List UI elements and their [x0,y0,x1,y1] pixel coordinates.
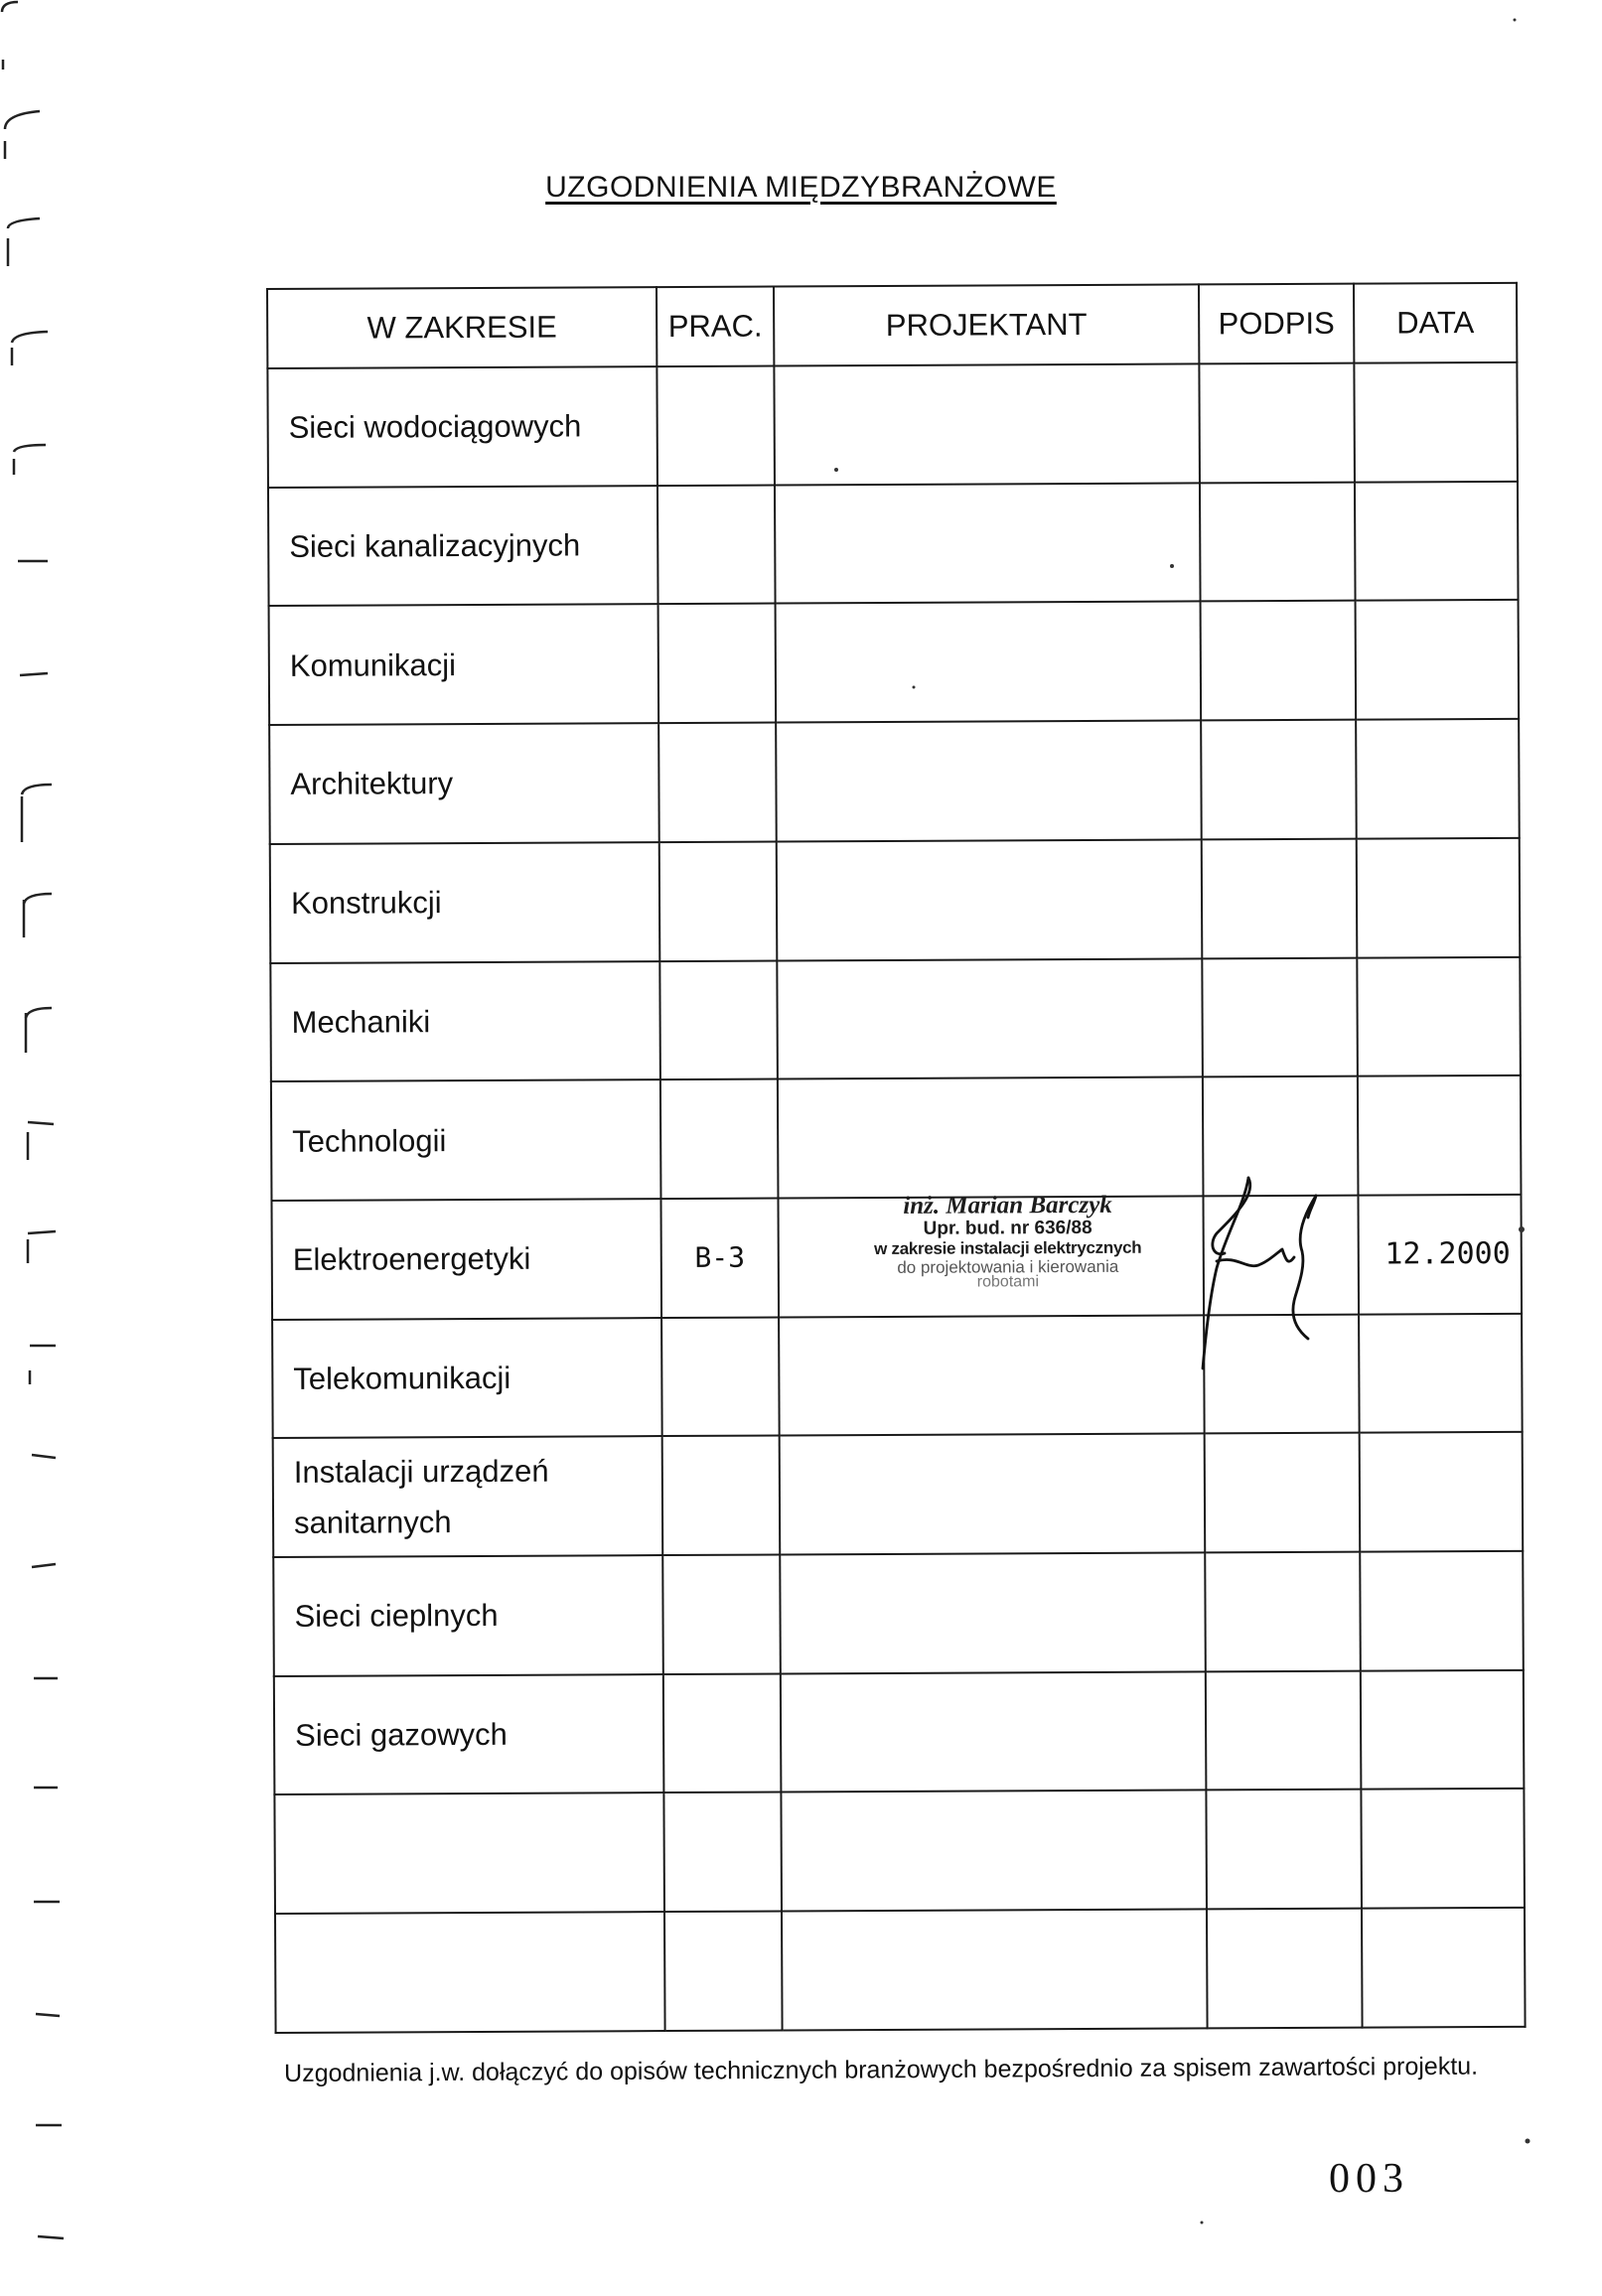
table-row [275,1908,1526,2033]
row-signature [1199,363,1355,483]
row-scope: Sieci wodociągowych [267,366,657,488]
row-scope: Mechaniki [270,961,660,1082]
row-scope: Konstrukcji [270,842,660,963]
row-designer [782,1910,1208,2031]
header-scope: W ZAKRESIE [267,287,656,368]
row-scope: Technologii [271,1079,661,1201]
row-signature [1203,1196,1359,1315]
row-prac [663,1793,782,1912]
header-signature: PODPIS [1199,284,1354,364]
page-number: 003 [1329,2156,1409,2202]
stamp-scope: w zakresie instalacji elektrycznych [874,1238,1142,1259]
row-date [1356,719,1520,839]
row-signature [1200,482,1356,601]
row-date [1357,838,1521,958]
row-scope: Instalacji urządzeń sanitarnych [273,1436,663,1557]
table-row [267,362,1518,488]
row-designer [781,1791,1207,1912]
table-row [274,1670,1525,1795]
row-date [1358,1076,1522,1196]
row-scope: Sieci cieplnych [273,1555,663,1676]
footnote-text: Uzgodnienia j.w. dołączyć do opisów technicznych branżowych bezpośrednio za spisem zawartości projektu. [284,2052,1479,2087]
page-title: UZGODNIENIA MIĘDZYBRANŻOWE [545,171,1057,204]
row-date [1356,600,1520,720]
row-prac [662,1436,781,1555]
header-prac: PRAC. [656,287,774,367]
table-row [271,1195,1522,1320]
row-prac [658,604,777,723]
row-scope: Sieci gazowych [274,1674,664,1795]
row-signature [1201,720,1357,839]
row-date [1361,1670,1525,1791]
table-row [270,838,1521,963]
stamp-name: inż. Marian Barczyk [903,1191,1112,1220]
row-prac [657,485,776,604]
row-date [1361,1789,1525,1909]
binding-hole-marks [0,0,70,2296]
agreements-table [266,282,1527,2034]
row-scope [275,1912,665,2033]
row-designer [779,1315,1205,1436]
row-signature [1206,1670,1362,1790]
row-date [1360,1551,1524,1671]
row-scope: Telekomunikacji [272,1318,662,1439]
row-date [1360,1432,1524,1552]
table-row [269,600,1520,725]
table-row [270,956,1521,1081]
row-designer [777,839,1203,960]
row-signature [1202,838,1358,957]
row-date [1359,1313,1523,1433]
row-scope: Sieci kanalizacyjnych [268,486,658,607]
row-prac [664,1912,783,2031]
table-header-row [267,283,1517,368]
row-signature [1204,1314,1360,1433]
row-prac [663,1673,782,1793]
row-prac [662,1555,781,1674]
row-prac: B-3 [660,1198,779,1317]
row-prac [659,841,778,960]
row-date [1362,1908,1526,2028]
row-prac [658,723,777,842]
row-date [1355,482,1519,602]
row-prac [659,960,778,1079]
header-designer: PROJEKTANT [774,284,1199,365]
row-designer [775,483,1201,604]
row-designer [778,1077,1204,1199]
row-scope: Elektroenergetyki [271,1199,661,1320]
row-signature [1203,1076,1359,1196]
table-row [273,1551,1524,1676]
row-designer [780,1434,1206,1555]
agreements-table-container [266,282,1525,2034]
row-scope: Komunikacji [269,604,659,725]
table-row [271,1076,1522,1201]
row-scope [274,1793,664,1914]
table-row [274,1789,1525,1914]
row-designer [776,602,1202,723]
row-designer [774,363,1200,485]
row-signature [1202,957,1358,1076]
row-date [1357,956,1521,1076]
row-date [1354,362,1518,483]
row-prac [661,1317,780,1436]
stamp-scope-3: robotami [976,1272,1040,1290]
designer-stamp [818,1191,1196,1290]
row-designer [781,1671,1207,1793]
header-date: DATA [1354,283,1517,363]
stamp-license: Upr. bud. nr 636/88 [923,1218,1092,1240]
row-prac [660,1079,779,1199]
row-signature [1201,601,1357,720]
table-row [269,719,1520,844]
stamp-scope-2: do projektowania i kierowania [897,1256,1119,1277]
row-signature [1207,1909,1363,2029]
table-row [272,1313,1523,1438]
row-prac [656,366,775,486]
row-signature [1206,1790,1362,1909]
row-designer [776,721,1202,842]
row-date: 12.2000 [1358,1195,1522,1315]
row-signature [1205,1433,1361,1552]
row-designer [778,1191,1204,1317]
table-row [268,482,1519,607]
table-row [273,1432,1524,1557]
row-signature [1205,1552,1361,1671]
row-designer [780,1552,1206,1673]
row-designer [777,958,1203,1079]
row-scope: Architektury [269,723,659,844]
